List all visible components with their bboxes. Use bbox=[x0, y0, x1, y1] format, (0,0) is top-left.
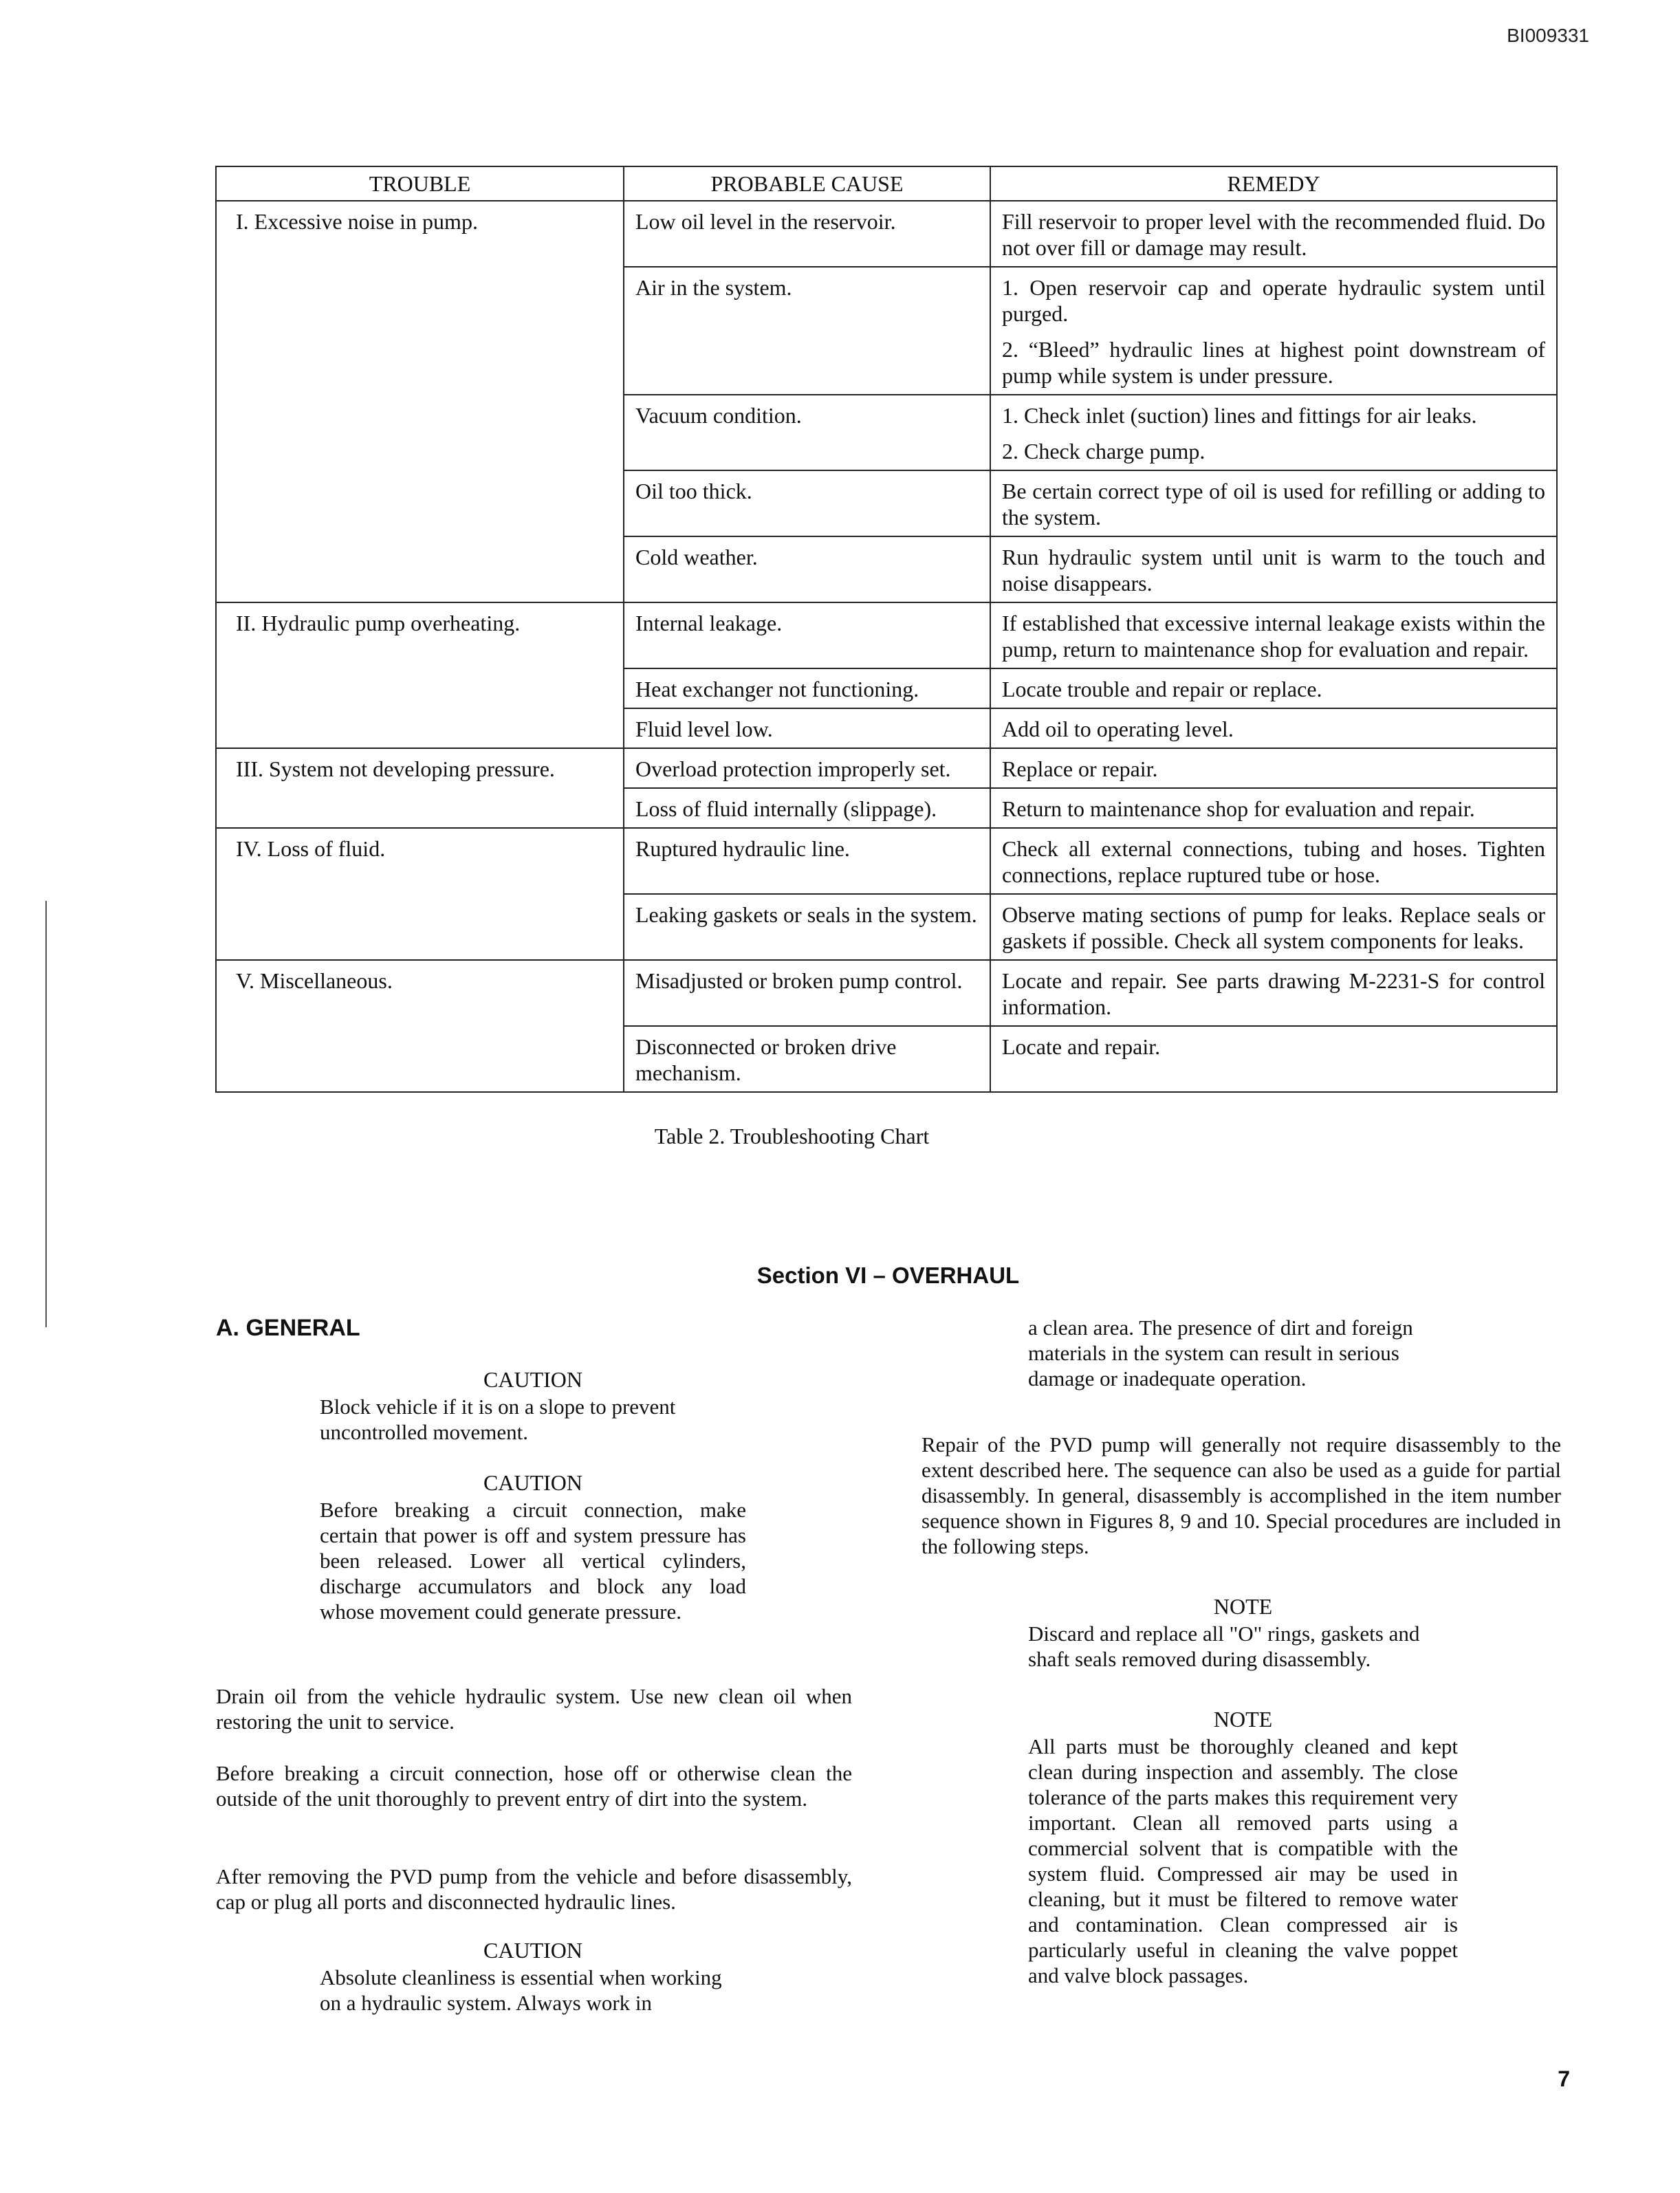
subsection-heading: A. GENERAL bbox=[216, 1315, 360, 1341]
table-row bbox=[216, 828, 1557, 894]
page-number: 7 bbox=[1558, 2066, 1570, 2091]
remedy-step: Replace or repair. bbox=[1002, 756, 1158, 781]
note-heading: NOTE bbox=[1213, 1707, 1273, 1732]
section-title-text: Section VI – OVERHAUL bbox=[756, 1263, 1020, 1288]
remedy-cell bbox=[990, 536, 1557, 602]
table-row bbox=[216, 708, 1557, 748]
remedy-step: Run hydraulic system until unit is warm to the touch and noise disappears. bbox=[1002, 545, 1545, 596]
paragraph-drain-oil: Drain oil from the vehicle hydraulic system. Use new clean oil when restoring the unit to service. bbox=[216, 1684, 852, 1734]
remedy-step: Locate and repair. See parts drawing M-2231-S for control information. bbox=[1002, 968, 1545, 1019]
troubleshooting-table bbox=[215, 166, 1558, 1093]
probable-cause-cell: Fluid level low. bbox=[624, 708, 990, 748]
remedy-step: 1. Open reservoir cap and operate hydraulic system until purged. bbox=[1002, 275, 1545, 326]
remedy-step: Locate trouble and repair or replace. bbox=[1002, 677, 1322, 701]
remedy-cell bbox=[990, 470, 1557, 536]
table-caption-text: Table 2. Troubleshooting Chart bbox=[654, 1124, 930, 1148]
caution-heading: CAUTION bbox=[483, 1938, 582, 1963]
note-block-2 bbox=[1028, 1707, 1458, 1988]
document-id: BI009331 bbox=[1507, 25, 1589, 46]
trouble-cell: IV. Loss of fluid. bbox=[216, 828, 624, 894]
header-probable-cause: PROBABLE CAUSE bbox=[624, 166, 990, 201]
trouble-cell: III. System not developing pressure. bbox=[216, 748, 624, 788]
note-text: All parts must be thoroughly cleaned and kept clean during inspection and assembly. The close tolerance of the parts makes this requirement very important. Clean all removed parts using a commercial solvent that is compatible with the system fluid. Compressed air may be used in cleaning, but it must be filtered to remove water and contamination. Clean compressed air is particularly useful in cleaning the valve poppet and valve block passages. bbox=[1028, 1734, 1458, 1987]
paragraph-repair-pvd: Repair of the PVD pump will generally not require disassembly to the extent described here. The sequence can also be used as a guide for partial disassembly. In general, disassembly is accomplished in the item number sequence shown in Figures 8, 9 and 10. Special procedures are included in the following steps. bbox=[921, 1432, 1561, 1558]
header-trouble: TROUBLE bbox=[216, 166, 624, 201]
probable-cause-cell: Ruptured hydraulic line. bbox=[624, 828, 990, 894]
remedy-step: Be certain correct type of oil is used for refilling or adding to the system. bbox=[1002, 479, 1545, 530]
caution-heading: CAUTION bbox=[483, 1470, 582, 1495]
scan-margin-line bbox=[45, 901, 47, 1327]
note-block-1 bbox=[1028, 1594, 1458, 1672]
remedy-cell bbox=[990, 668, 1557, 708]
trouble-cell bbox=[216, 788, 624, 828]
remedy-cell bbox=[990, 201, 1557, 267]
table-header-row bbox=[216, 166, 1557, 201]
probable-cause-cell: Heat exchanger not functioning. bbox=[624, 668, 990, 708]
remedy-cell bbox=[990, 960, 1557, 1026]
caution-block-3 bbox=[320, 1938, 746, 2016]
trouble-cell: V. Miscellaneous. bbox=[216, 960, 624, 1026]
table-row bbox=[216, 788, 1557, 828]
trouble-cell bbox=[216, 536, 624, 602]
remedy-cell bbox=[990, 788, 1557, 828]
caution-continuation: a clean area. The presence of dirt and foreign materials in the system can result in serious damage or inadequate operation. bbox=[1028, 1316, 1413, 1390]
trouble-cell bbox=[216, 395, 624, 470]
table-row bbox=[216, 748, 1557, 788]
table-caption bbox=[0, 1124, 1680, 1149]
probable-cause-cell: Vacuum condition. bbox=[624, 395, 990, 470]
trouble-cell bbox=[216, 668, 624, 708]
probable-cause-cell: Loss of fluid internally (slippage). bbox=[624, 788, 990, 828]
trouble-cell bbox=[216, 1026, 624, 1092]
trouble-cell: I. Excessive noise in pump. bbox=[216, 201, 624, 267]
paragraph-cap-ports: After removing the PVD pump from the vehicle and before disassembly, cap or plug all ports and disconnected hydraulic lines. bbox=[216, 1864, 852, 1914]
trouble-cell bbox=[216, 708, 624, 748]
remedy-step: 2. “Bleed” hydraulic lines at highest point downstream of pump while system is under pressure. bbox=[1002, 337, 1545, 388]
table-row bbox=[216, 894, 1557, 960]
table-row bbox=[216, 395, 1557, 470]
remedy-step: Return to maintenance shop for evaluation and repair. bbox=[1002, 796, 1475, 821]
probable-cause-cell: Leaking gaskets or seals in the system. bbox=[624, 894, 990, 960]
probable-cause-cell: Disconnected or broken drive mechanism. bbox=[624, 1026, 990, 1092]
remedy-step: Fill reservoir to proper level with the recommended fluid. Do not over fill or damage may result. bbox=[1002, 209, 1545, 260]
table-row bbox=[216, 668, 1557, 708]
trouble-cell bbox=[216, 267, 624, 395]
probable-cause-cell: Misadjusted or broken pump control. bbox=[624, 960, 990, 1026]
remedy-step: 1. Check inlet (suction) lines and fittings for air leaks. bbox=[1002, 403, 1477, 428]
caution-text: Before breaking a circuit connection, make certain that power is off and system pressure has been released. Lower all vertical cylinders, discharge accumulators and block any load whose movement could generate pressure. bbox=[320, 1498, 746, 1624]
note-text: Discard and replace all "O" rings, gaskets and shaft seals removed during disassembly. bbox=[1028, 1622, 1420, 1671]
section-title bbox=[0, 1263, 1680, 1289]
caution-text: Absolute cleanliness is essential when working on a hydraulic system. Always work in bbox=[320, 1965, 722, 2015]
table-row bbox=[216, 960, 1557, 1026]
table-row bbox=[216, 267, 1557, 395]
caution-text: Block vehicle if it is on a slope to prevent uncontrolled movement. bbox=[320, 1395, 676, 1444]
remedy-cell bbox=[990, 267, 1557, 395]
trouble-cell bbox=[216, 470, 624, 536]
probable-cause-cell: Cold weather. bbox=[624, 536, 990, 602]
caution-block-1 bbox=[320, 1367, 746, 1445]
remedy-cell bbox=[990, 602, 1557, 668]
paragraph-clean-outside: Before breaking a circuit connection, hose off or otherwise clean the outside of the unit thoroughly to prevent entry of dirt into the system. bbox=[216, 1761, 852, 1811]
table-row bbox=[216, 201, 1557, 267]
remedy-step: Check all external connections, tubing and hoses. Tighten connections, replace ruptured tube or hose. bbox=[1002, 836, 1545, 887]
remedy-step: 2. Check charge pump. bbox=[1002, 439, 1206, 463]
remedy-cell bbox=[990, 395, 1557, 470]
probable-cause-cell: Air in the system. bbox=[624, 267, 990, 395]
trouble-cell bbox=[216, 894, 624, 960]
remedy-cell bbox=[990, 748, 1557, 788]
remedy-cell bbox=[990, 828, 1557, 894]
header-remedy: REMEDY bbox=[990, 166, 1557, 201]
remedy-step: Add oil to operating level. bbox=[1002, 717, 1234, 741]
table-row bbox=[216, 1026, 1557, 1092]
remedy-step: Observe mating sections of pump for leaks. Replace seals or gaskets if possible. Check all system components for leaks. bbox=[1002, 902, 1545, 953]
note-heading: NOTE bbox=[1213, 1594, 1273, 1619]
caution-heading: CAUTION bbox=[483, 1367, 582, 1392]
remedy-cell bbox=[990, 1026, 1557, 1092]
probable-cause-cell: Internal leakage. bbox=[624, 602, 990, 668]
probable-cause-cell: Overload protection improperly set. bbox=[624, 748, 990, 788]
probable-cause-cell: Oil too thick. bbox=[624, 470, 990, 536]
remedy-step: Locate and repair. bbox=[1002, 1034, 1161, 1059]
probable-cause-cell: Low oil level in the reservoir. bbox=[624, 201, 990, 267]
remedy-cell bbox=[990, 894, 1557, 960]
table-row bbox=[216, 536, 1557, 602]
trouble-cell: II. Hydraulic pump overheating. bbox=[216, 602, 624, 668]
table-row bbox=[216, 470, 1557, 536]
remedy-step: If established that excessive internal leakage exists within the pump, return to maintenance shop for evaluation and repair. bbox=[1002, 611, 1545, 662]
caution-block-2 bbox=[320, 1470, 746, 1624]
table-row bbox=[216, 602, 1557, 668]
remedy-cell bbox=[990, 708, 1557, 748]
